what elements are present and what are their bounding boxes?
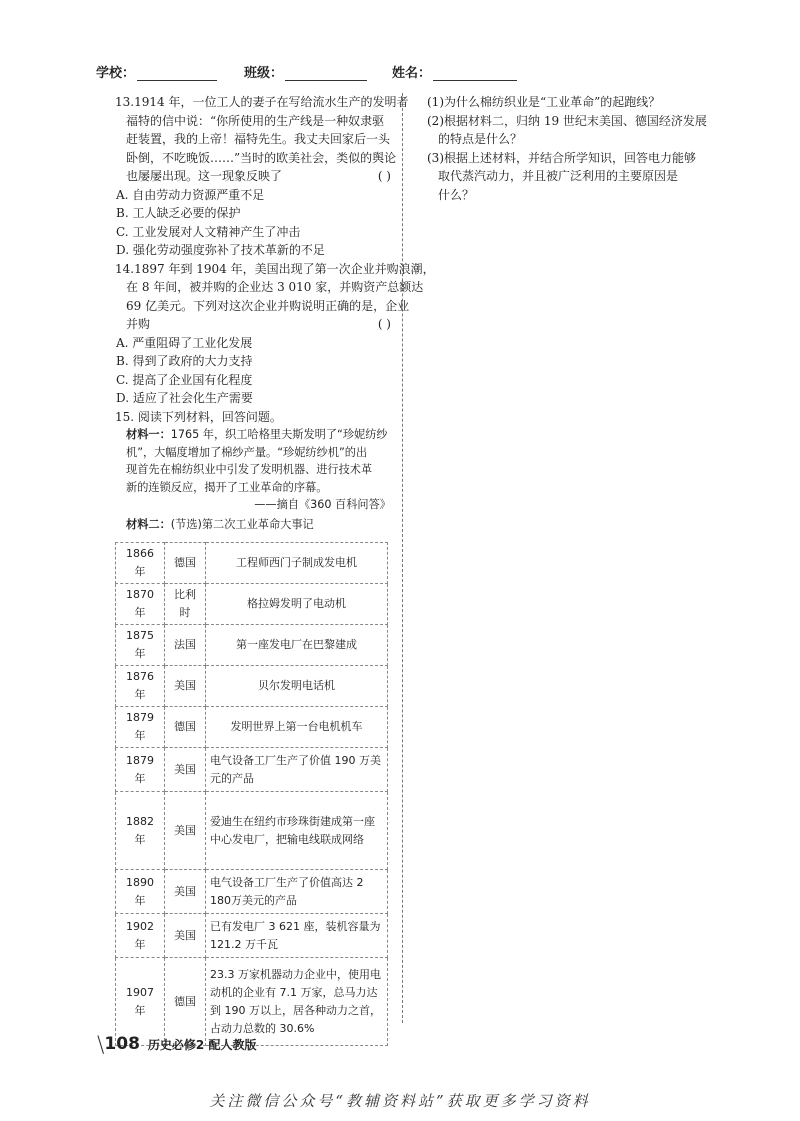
country-cell: 美国 — [165, 666, 206, 707]
event-cell: 格拉姆发明了电动机 — [206, 584, 388, 625]
class-field[interactable] — [244, 62, 367, 81]
material-1-line: 新的连锁反应，揭开了工业革命的序幕。 — [126, 480, 328, 494]
year-cell: 1879 年 — [116, 748, 165, 792]
event-cell: 电气设备工厂生产了价值 190 万美元的产品 — [206, 748, 388, 792]
question-14 — [115, 260, 435, 408]
table-row — [116, 666, 388, 707]
left-column — [115, 93, 435, 533]
question-line — [115, 167, 391, 186]
year-cell: 1866 年 — [116, 543, 165, 584]
year-cell: 1875 年 — [116, 625, 165, 666]
sub-question-3: (3)根据上述材料，并结合所学知识，回答电力能够 — [427, 150, 696, 165]
country-cell: 美国 — [165, 870, 206, 914]
option-b[interactable]: B. 得到了政府的大力支持 — [116, 354, 253, 368]
question-intro: 15. 阅读下列材料，回答问题。 — [115, 409, 282, 424]
table-row — [116, 792, 388, 870]
name-blank[interactable] — [433, 66, 517, 81]
table-row — [116, 543, 388, 584]
sub-question-2-cont: 的特点是什么？ — [438, 132, 523, 146]
event-cell: 工程师西门子制成发电机 — [206, 543, 388, 584]
class-label: 班级： — [244, 66, 284, 81]
country-cell: 比利时 — [165, 584, 206, 625]
option-a[interactable]: A. 自由劳动力资源严重不足 — [116, 187, 265, 202]
column-divider — [402, 93, 403, 1023]
event-cell: 爱迪生在纽约市珍珠街建成第一座中心发电厂，把输电线联成网络 — [206, 792, 388, 870]
country-cell: 法国 — [165, 625, 206, 666]
year-cell: 1879 年 — [116, 707, 165, 748]
country-cell: 美国 — [165, 914, 206, 958]
option-d[interactable]: D. 适应了社会化生产需要 — [116, 391, 253, 405]
material-1 — [115, 426, 391, 533]
event-cell: 电气设备工厂生产了价值高达 2 180万美元的产品 — [206, 870, 388, 914]
table-row — [116, 584, 388, 625]
year-cell: 1876 年 — [116, 666, 165, 707]
event-cell: 发明世界上第一台电机机车 — [206, 707, 388, 748]
table-row — [116, 870, 388, 914]
material-2-title: 材料二： — [126, 517, 171, 531]
event-cell: 贝尔发明电话机 — [206, 666, 388, 707]
question-line: 14.1897 年到 1904 年，美国出现了第一次企业并购浪潮， — [115, 261, 435, 276]
book-title: 历史必修2 配人教版 — [147, 1038, 257, 1052]
country-cell: 美国 — [165, 792, 206, 870]
question-stem-end: 也屡屡出现。这一现象反映了 — [126, 169, 283, 183]
year-cell: 1907 年 — [116, 958, 165, 1046]
sub-question-2: (2)根据材料二，归纳 19 世纪末美国、德国经济发展 — [427, 113, 707, 128]
answer-paren[interactable]: ( ) — [377, 317, 391, 331]
material-1-line: 现首先在棉纺织业中引发了发明机器、进行技术革 — [126, 463, 373, 476]
school-field[interactable] — [96, 62, 217, 81]
sub-question-1: (1)为什么棉纺织业是“工业革命”的起跑线？ — [427, 95, 661, 109]
event-cell: 已有发电厂 3 621 座，装机容量为 121.2 万千瓦 — [206, 914, 388, 958]
material-1-line: 1765 年，织工哈格里夫斯发明了“珍妮纺纱 — [170, 428, 388, 441]
year-cell: 1890 年 — [116, 870, 165, 914]
year-cell: 1870 年 — [116, 584, 165, 625]
promo-banner: 关注微信公众号“教辅资料站”获取更多学习资料 — [209, 1092, 591, 1110]
option-a[interactable]: A. 严重阻碍了工业化发展 — [116, 335, 253, 350]
question-line: 13.1914 年，一位工人的妻子在写给流水生产的发明者 — [115, 95, 409, 109]
option-b[interactable]: B. 工人缺乏必要的保护 — [116, 206, 241, 220]
question-13 — [115, 93, 409, 260]
option-d[interactable]: D. 强化劳动强度弥补了技术革新的不足 — [116, 243, 325, 257]
class-blank[interactable] — [285, 66, 367, 81]
material-1-source: ——摘自《360 百科问答》 — [254, 498, 391, 511]
page-footer — [97, 1033, 256, 1058]
option-c[interactable]: C. 提高了企业国有化程度 — [116, 372, 253, 387]
country-cell: 德国 — [165, 707, 206, 748]
material-1-title: 材料一： — [126, 428, 171, 441]
question-stem-end: 并购 — [126, 317, 151, 331]
name-label: 姓名： — [392, 66, 432, 81]
name-field[interactable] — [392, 62, 517, 81]
event-cell: 第一座发电厂在巴黎建成 — [206, 625, 388, 666]
country-cell: 德国 — [165, 958, 206, 1046]
table-row — [116, 914, 388, 958]
country-cell: 美国 — [165, 748, 206, 792]
question-15 — [115, 408, 391, 534]
sub-question-3-cont: 取代蒸汽动力，并且被广泛利用的主要原因是 — [438, 169, 679, 183]
answer-paren[interactable]: ( ) — [377, 169, 391, 183]
question-line: 在 8 年间，被并购的企业达 3 010 家，并购资产总额达 — [126, 280, 424, 294]
table-row — [116, 748, 388, 792]
year-cell: 1902 年 — [116, 914, 165, 958]
material-2-caption: (节选)第二次工业革命大事记 — [170, 517, 314, 531]
right-column — [427, 93, 707, 204]
table-row — [116, 707, 388, 748]
page-number: 108 — [104, 1034, 140, 1054]
question-line — [115, 315, 391, 334]
table-row — [116, 625, 388, 666]
year-cell: 1882 年 — [116, 792, 165, 870]
question-line: 福特的信中说：“你所使用的生产线是一种奴隶驱 — [126, 113, 385, 128]
event-cell: 23.3 万家机器动力企业中，使用电动机的企业有 7.1 万家，总马力达到 190 万以上，居各种动力之首，占动力总数的 30.6% — [206, 958, 388, 1046]
school-blank[interactable] — [137, 66, 217, 81]
footer-slash-icon: \ — [97, 1033, 105, 1058]
material-1-line: 机”，大幅度增加了棉纱产量。“珍妮纺纱机”的出 — [126, 445, 368, 459]
question-line: 卧倒，不吃晚饭……”当时的欧美社会，类似的舆论 — [126, 150, 397, 165]
country-cell: 德国 — [165, 543, 206, 584]
events-table — [115, 542, 388, 1046]
question-line: 69 亿美元。下列对这次企业并购说明正确的是，企业 — [126, 298, 410, 313]
school-label: 学校： — [96, 66, 136, 81]
question-line: 赶装置，我的上帝！福特先生。我丈夫回家后一头 — [126, 132, 391, 146]
sub-question-3-cont: 什么？ — [438, 187, 475, 202]
option-c[interactable]: C. 工业发展对人文精神产生了冲击 — [116, 224, 301, 239]
